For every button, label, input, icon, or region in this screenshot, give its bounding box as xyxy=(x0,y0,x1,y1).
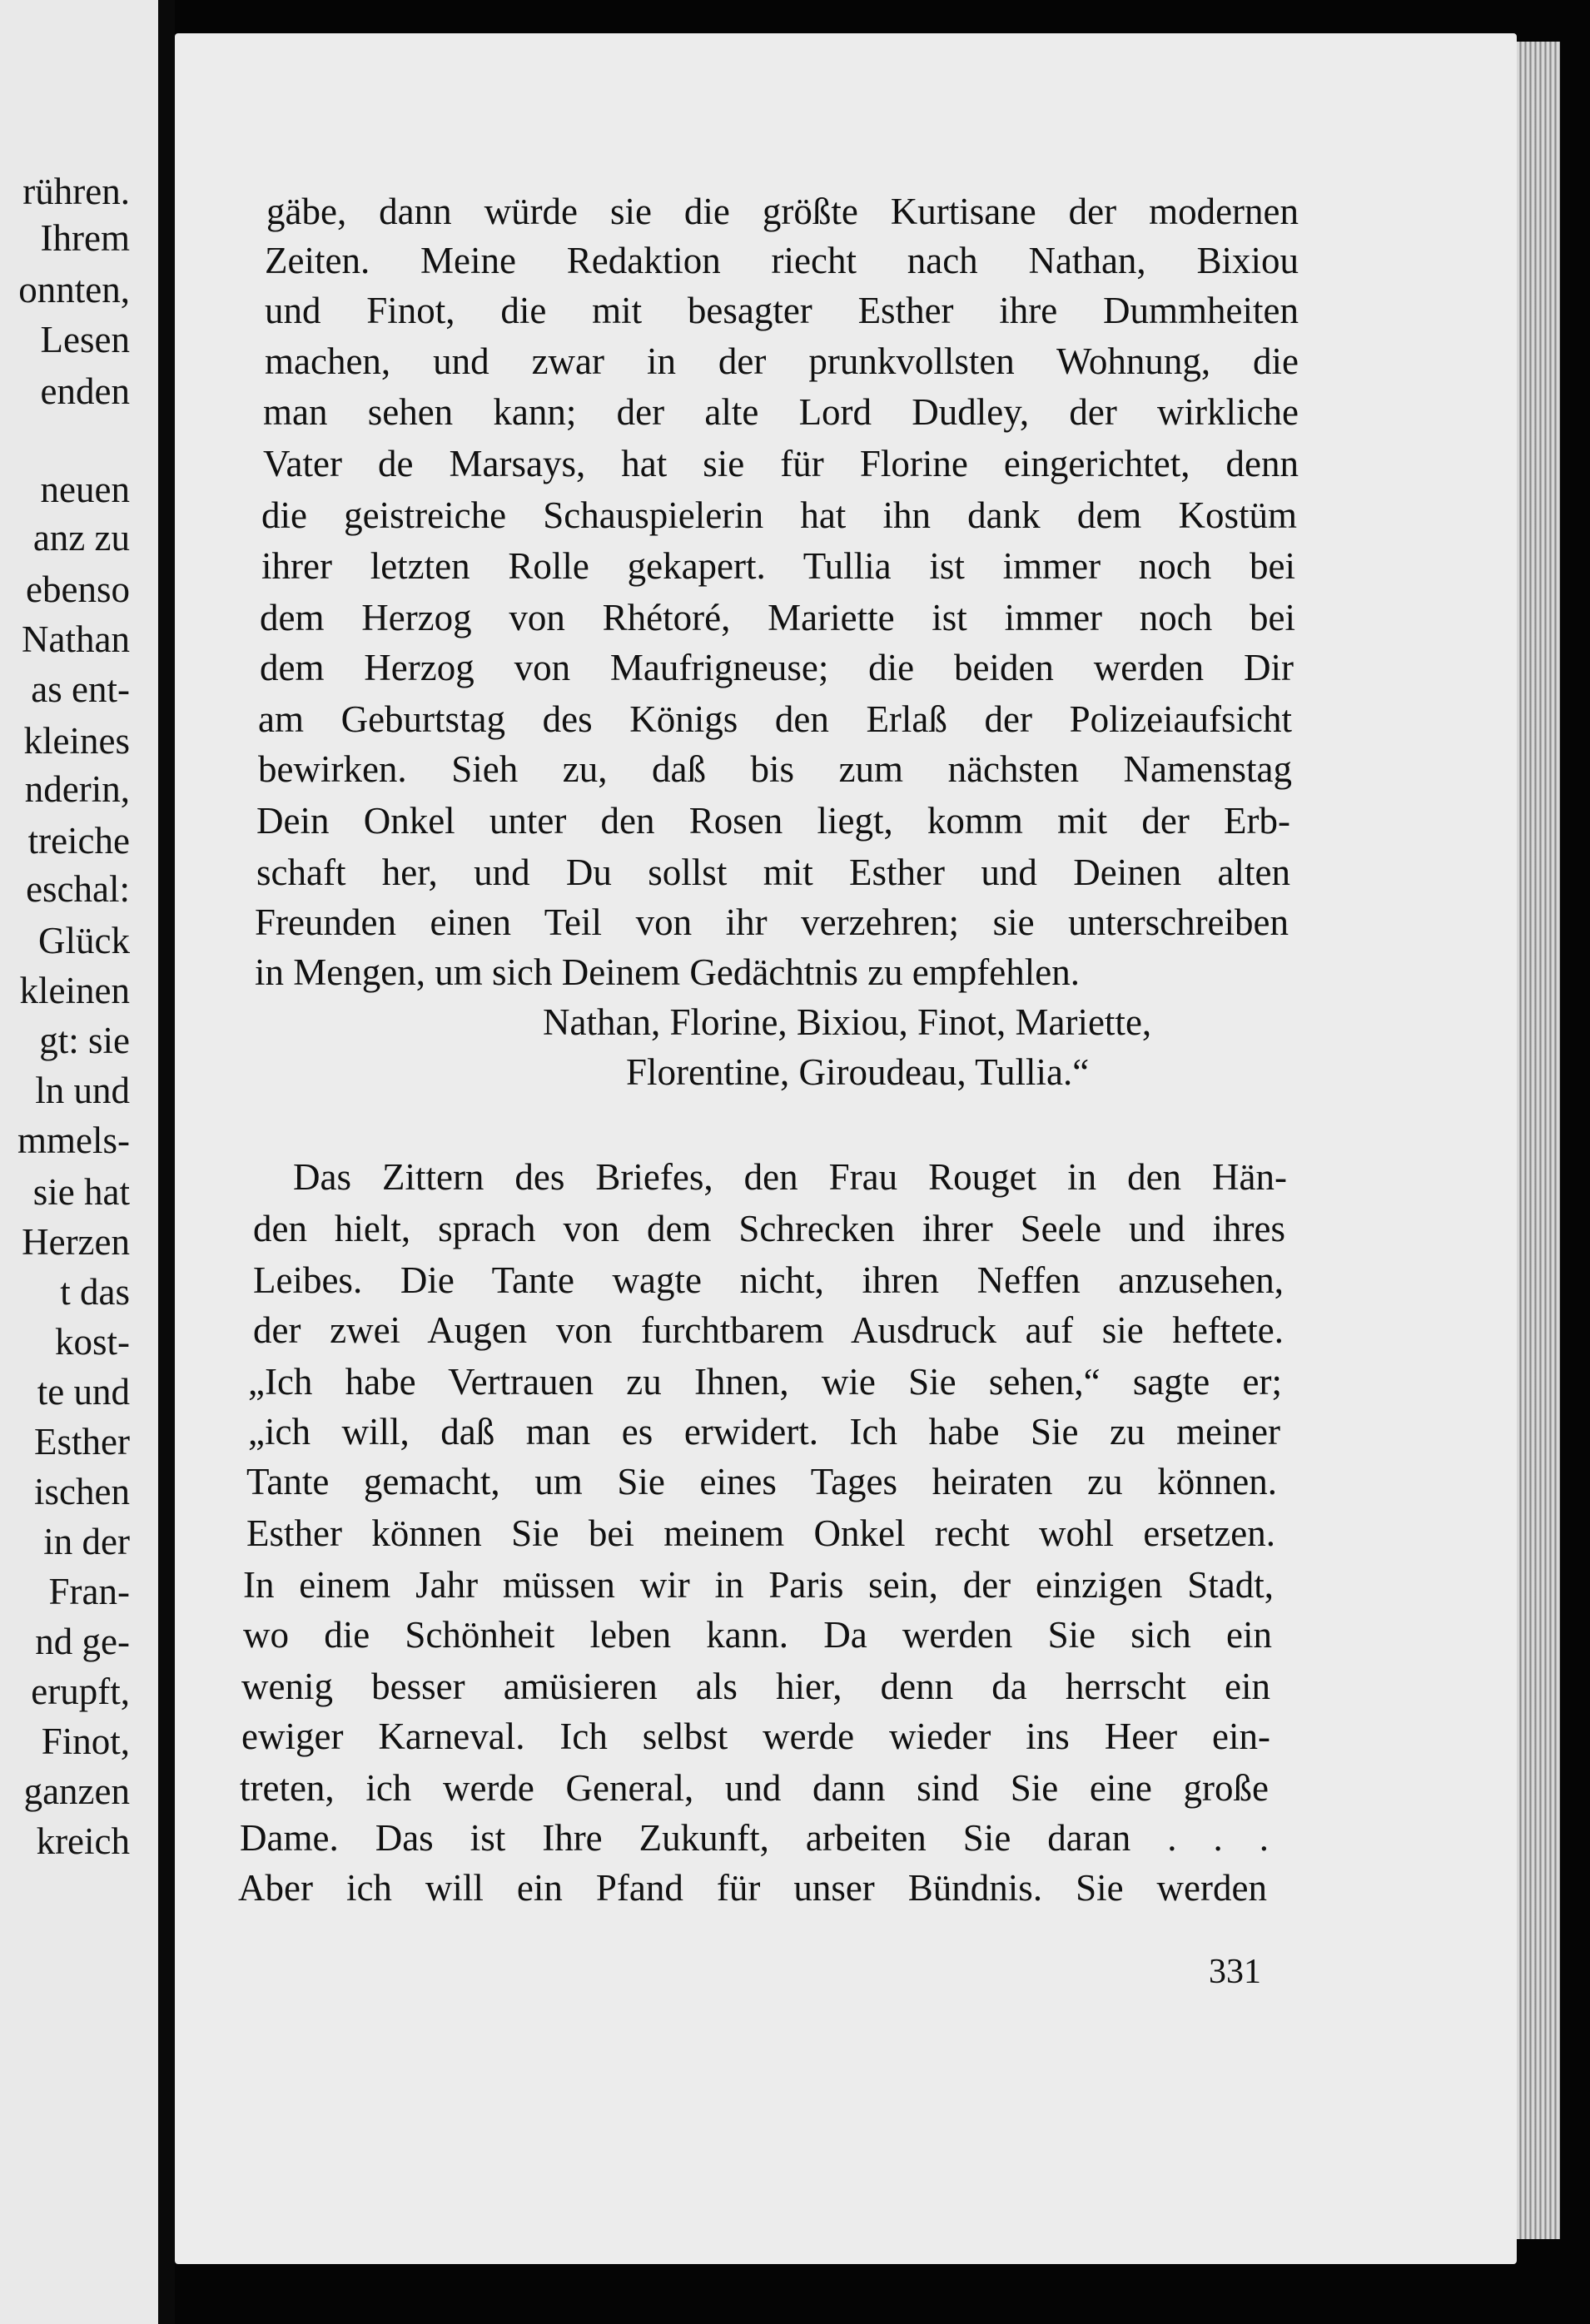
left-page-line: kost- xyxy=(55,1321,130,1363)
text-line: am Geburtstag des Königs den Erlaß der Polizeiaufsicht xyxy=(258,698,1292,740)
paragraph-line: Aber ich will ein Pfand für unser Bündnis. Sie werden xyxy=(238,1867,1267,1909)
left-page-line: nd ge- xyxy=(35,1621,130,1662)
text-line: in Mengen, um sich Deinem Gedächtnis zu empfehlen. xyxy=(255,951,1080,993)
text-line: Zeiten. Meine Redaktion riecht nach Nathan, Bixiou xyxy=(265,240,1299,281)
paragraph-line: Dame. Das ist Ihre Zukunft, arbeiten Sie daran . . . xyxy=(240,1817,1269,1859)
left-page-line: Herzen xyxy=(22,1221,130,1263)
left-page-line: Lesen xyxy=(40,319,130,360)
left-page-line: rühren. xyxy=(22,171,130,212)
left-page-line: mmels- xyxy=(17,1120,130,1161)
left-page-line: enden xyxy=(40,370,130,412)
text-line: und Finot, die mit besagter Esther ihre Dummheiten xyxy=(265,290,1299,331)
paragraph-line: Das Zittern des Briefes, den Frau Rouget in den Hän- xyxy=(293,1156,1287,1198)
left-page-line: kleines xyxy=(23,720,130,762)
text-line: man sehen kann; der alte Lord Dudley, der wirkliche xyxy=(263,391,1299,433)
left-page-line: Finot, xyxy=(41,1721,130,1762)
paragraph-line: Esther können Sie bei meinem Onkel recht wohl ersetzen. xyxy=(246,1512,1275,1554)
left-page-line: nderin, xyxy=(24,768,130,810)
text-line: Freunden einen Teil von ihr verzehren; sie unterschreiben xyxy=(255,901,1289,943)
paragraph-line: ewiger Karneval. Ich selbst werde wieder ins Heer ein- xyxy=(241,1716,1270,1757)
left-page-line: Fran- xyxy=(48,1571,130,1612)
paragraph-line: treten, ich werde General, und dann sind Sie eine große xyxy=(240,1767,1269,1809)
paragraph-line: wenig besser amüsieren als hier, denn da herrscht ein xyxy=(241,1666,1270,1707)
paragraph-line: „Ich habe Vertrauen zu Ihnen, wie Sie sehen,“ sagte er; xyxy=(248,1361,1282,1403)
left-page-line: ischen xyxy=(34,1471,130,1512)
signature-line: Nathan, Florine, Bixiou, Finot, Mariette, xyxy=(543,1001,1152,1043)
left-page-line: kreich xyxy=(36,1820,130,1862)
text-line: machen, und zwar in der prunkvollsten Wohnung, die xyxy=(265,340,1299,382)
paragraph-line: „ich will, daß man es erwidert. Ich habe Sie zu meiner xyxy=(248,1411,1280,1452)
text-line: dem Herzog von Rhétoré, Mariette ist immer noch bei xyxy=(260,597,1295,638)
paragraph-line: In einem Jahr müssen wir in Paris sein, der einzigen Stadt, xyxy=(243,1564,1274,1606)
paragraph-line: der zwei Augen von furchtbarem Ausdruck auf sie heftete. xyxy=(253,1309,1284,1351)
text-line: bewirken. Sieh zu, daß bis zum nächsten Namenstag xyxy=(258,748,1292,790)
text-line: schaft her, und Du sollst mit Esther und Deinen alten xyxy=(256,852,1290,893)
left-page-line: ebenso xyxy=(26,569,130,610)
text-line: Dein Onkel unter den Rosen liegt, komm mit der Erb- xyxy=(256,800,1290,842)
text-line: dem Herzog von Maufrigneuse; die beiden werden Dir xyxy=(260,647,1294,688)
text-line: die geistreiche Schauspielerin hat ihn dank dem Kostüm xyxy=(261,494,1297,536)
left-page-line: gt: sie xyxy=(39,1020,130,1061)
text-line: ihrer letzten Rolle gekapert. Tullia ist immer noch bei xyxy=(261,545,1295,587)
left-page-line: onnten, xyxy=(18,269,130,310)
left-page-line: te und xyxy=(37,1371,130,1413)
left-page-line: Glück xyxy=(38,920,130,961)
page-number: 331 xyxy=(1209,1953,1261,1991)
left-page-line: Nathan xyxy=(22,618,130,660)
left-page-line: Ihrem xyxy=(40,217,130,259)
left-page-line: neuen xyxy=(40,469,130,510)
left-page-line: treiche xyxy=(27,820,130,862)
left-page-line: as ent- xyxy=(31,668,130,710)
left-page-line: anz zu xyxy=(32,517,130,559)
paragraph-line: den hielt, sprach von dem Schrecken ihrer Seele und ihres xyxy=(253,1208,1285,1249)
left-page-line: Esther xyxy=(34,1421,130,1462)
left-page-line: ln und xyxy=(35,1070,130,1111)
text-line: gäbe, dann würde sie die größte Kurtisane der modernen xyxy=(266,191,1299,232)
text-line: Vater de Marsays, hat sie für Florine eingerichtet, denn xyxy=(263,443,1299,484)
book-gutter xyxy=(158,0,175,2324)
left-page-line: in der xyxy=(43,1521,130,1562)
paragraph-line: Tante gemacht, um Sie eines Tages heiraten zu können. xyxy=(246,1461,1277,1502)
left-page xyxy=(0,0,158,2324)
signature-line: Florentine, Giroudeau, Tullia.“ xyxy=(626,1051,1090,1093)
left-page-line: sie hat xyxy=(32,1171,130,1213)
left-page-line: eschal: xyxy=(26,868,130,910)
left-page-line: ganzen xyxy=(23,1770,130,1812)
paragraph-line: wo die Schönheit leben kann. Da werden Sie sich ein xyxy=(243,1614,1272,1656)
left-page-line: kleinen xyxy=(19,970,130,1011)
left-page-line: t das xyxy=(60,1271,130,1313)
page-edges xyxy=(1517,42,1560,2239)
left-page-line: erupft, xyxy=(31,1671,130,1712)
paragraph-line: Leibes. Die Tante wagte nicht, ihren Neffen anzusehen, xyxy=(253,1259,1284,1301)
